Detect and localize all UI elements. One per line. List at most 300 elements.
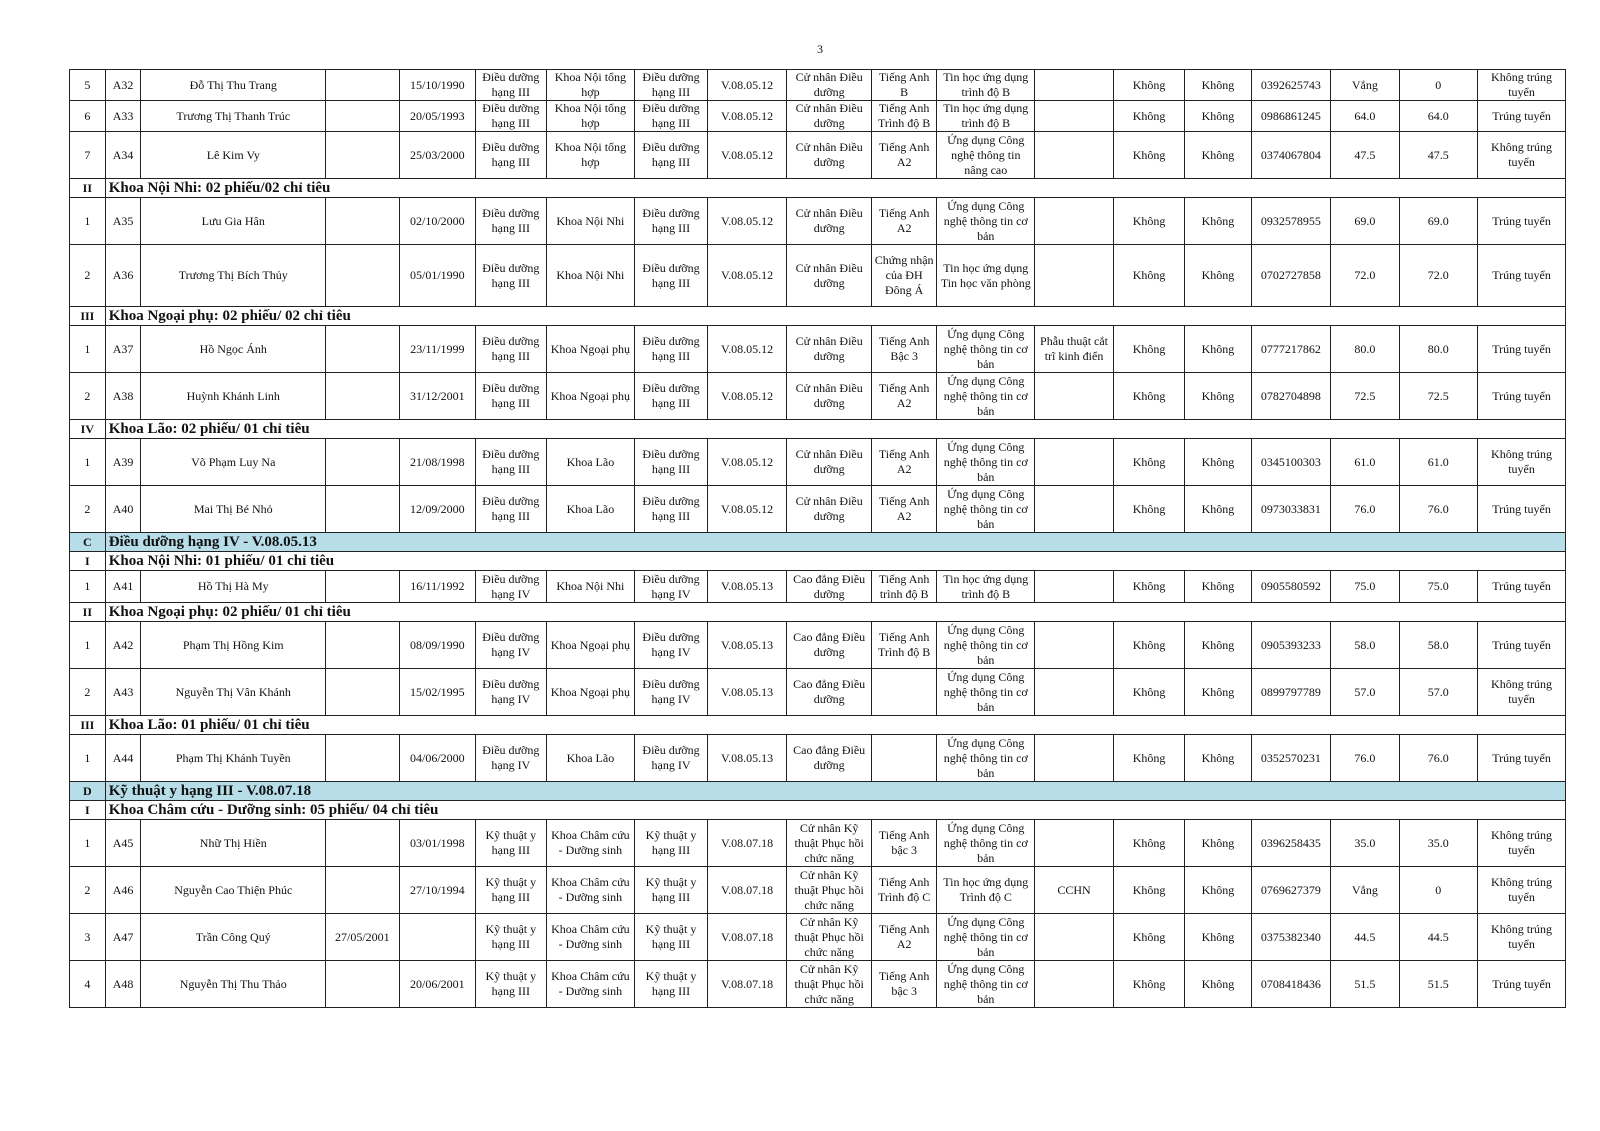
section-title: Kỹ thuật y hạng III - V.08.07.18 [105,782,1565,801]
section-number: C [70,533,106,552]
cell-ma-hang: V.08.05.12 [707,101,787,132]
section-header-row [70,307,1566,326]
cell-ma-hang: V.08.05.12 [707,245,787,307]
cell-ma: A45 [105,820,141,867]
cell-tin-hoc: Ứng dụng Công nghệ thông tin cơ bản [937,820,1035,867]
cell-ho-ten: Hồ Thị Hà My [141,571,326,603]
cell-ma-hang: V.08.05.13 [707,622,787,669]
cell-tong-diem: 44.5 [1399,914,1478,961]
cell-vi-tri: Điều dưỡng hạng IV [476,571,546,603]
section-number: II [70,603,106,622]
section-title: Khoa Nội Nhi: 02 phiếu/02 chỉ tiêu [105,179,1565,198]
cell-tong-diem: 80.0 [1399,326,1478,373]
cell-vi-tri: Điều dưỡng hạng IV [476,622,546,669]
cell-ngay-sinh-nam [326,820,399,867]
table-row [70,669,1566,716]
cell-vi-tri: Kỹ thuật y hạng III [476,867,546,914]
cell-chuyen-mon: Cao đẳng Điều dưỡng [787,571,872,603]
cell-ngay-sinh-nam [326,326,399,373]
cell-chuyen-mon: Cử nhân Điều dưỡng [787,198,872,245]
cell-hang: Điều dưỡng hạng III [635,245,707,307]
cell-ho-ten: Lưu Gia Hân [141,198,326,245]
cell-uu-tien-1: Không [1113,735,1184,782]
cell-ho-ten: Phạm Thị Hồng Kim [141,622,326,669]
cell-ngay-sinh-nu: 03/01/1998 [399,820,476,867]
cell-ket-qua: Không trúng tuyển [1478,914,1566,961]
cell-dien-thoai: 0932578955 [1251,198,1331,245]
cell-khoa: Khoa Lão [546,439,635,486]
cell-tong-diem: 35.0 [1399,820,1478,867]
cell-uu-tien-1: Không [1113,867,1184,914]
section-header-row [70,552,1566,571]
cell-uu-tien-1: Không [1113,669,1184,716]
table-row [70,326,1566,373]
cell-khac [1035,571,1114,603]
cell-dien-thoai: 0899797789 [1251,669,1331,716]
cell-tin-hoc: Tin học ứng dụng Trình độ C [937,867,1035,914]
cell-ngay-sinh-nam [326,373,399,420]
table-row [70,735,1566,782]
cell-tong-diem: 58.0 [1399,622,1478,669]
cell-hang: Kỹ thuật y hạng III [635,914,707,961]
cell-ma-hang: V.08.07.18 [707,961,787,1008]
cell-ngay-sinh-nam [326,198,399,245]
cell-tin-hoc: Ứng dụng Công nghệ thông tin cơ bản [937,439,1035,486]
cell-tin-hoc: Ứng dụng Công nghệ thông tin nâng cao [937,132,1035,179]
cell-stt: 6 [70,101,106,132]
cell-dien-thoai: 0905580592 [1251,571,1331,603]
cell-ma-hang: V.08.05.12 [707,373,787,420]
cell-ngoai-ngu: Tiếng Anh A2 [872,914,937,961]
cell-stt: 1 [70,622,106,669]
cell-tong-diem: 76.0 [1399,486,1478,533]
cell-tin-hoc: Ứng dụng Công nghệ thông tin cơ bản [937,622,1035,669]
section-header-row [70,716,1566,735]
cell-ngoai-ngu: Tiếng Anh A2 [872,439,937,486]
cell-tong-diem: 51.5 [1399,961,1478,1008]
cell-stt: 1 [70,439,106,486]
cell-ket-qua: Không trúng tuyển [1478,820,1566,867]
table-row [70,245,1566,307]
cell-khoa: Khoa Nội Nhi [546,571,635,603]
cell-khoa: Khoa Lão [546,735,635,782]
cell-vi-tri: Kỹ thuật y hạng III [476,961,546,1008]
cell-chuyen-mon: Cử nhân Điều dưỡng [787,326,872,373]
cell-ngoai-ngu: Tiếng Anh B [872,70,937,101]
cell-ho-ten: Hồ Ngọc Ánh [141,326,326,373]
cell-ngoai-ngu: Tiếng Anh bậc 3 [872,820,937,867]
cell-ho-ten: Nguyễn Cao Thiện Phúc [141,867,326,914]
cell-ho-ten: Mai Thị Bé Nhỏ [141,486,326,533]
cell-ngoai-ngu: Tiếng Anh Bậc 3 [872,326,937,373]
cell-ngay-sinh-nu: 04/06/2000 [399,735,476,782]
cell-ket-qua: Không trúng tuyển [1478,70,1566,101]
cell-tin-hoc: Ứng dụng Công nghệ thông tin cơ bản [937,198,1035,245]
cell-khac [1035,439,1114,486]
cell-vi-tri: Điều dưỡng hạng III [476,132,546,179]
cell-ma: A38 [105,373,141,420]
cell-ngoai-ngu: Tiếng Anh A2 [872,132,937,179]
cell-ma-hang: V.08.05.12 [707,198,787,245]
cell-ket-qua: Trúng tuyển [1478,373,1566,420]
cell-uu-tien-2: Không [1185,70,1251,101]
cell-khoa: Khoa Nội Nhi [546,245,635,307]
cell-uu-tien-1: Không [1113,198,1184,245]
cell-ho-ten: Nguyễn Thị Thu Thảo [141,961,326,1008]
cell-ket-qua: Trúng tuyển [1478,735,1566,782]
cell-chuyen-mon: Cử nhân Kỹ thuật Phục hồi chức năng [787,961,872,1008]
cell-khoa: Khoa Ngoại phụ [546,669,635,716]
cell-diem: 75.0 [1331,571,1399,603]
cell-chuyen-mon: Cử nhân Kỹ thuật Phục hồi chức năng [787,914,872,961]
cell-ma: A34 [105,132,141,179]
cell-vi-tri: Điều dưỡng hạng III [476,245,546,307]
cell-ma-hang: V.08.05.13 [707,735,787,782]
cell-ngoai-ngu: Tiếng Anh A2 [872,486,937,533]
cell-hang: Điều dưỡng hạng IV [635,735,707,782]
cell-dien-thoai: 0374067804 [1251,132,1331,179]
cell-ho-ten: Lê Kim Vy [141,132,326,179]
cell-vi-tri: Điều dưỡng hạng IV [476,735,546,782]
category-header-row [70,533,1566,552]
cell-ket-qua: Trúng tuyển [1478,326,1566,373]
cell-stt: 1 [70,571,106,603]
section-header-row [70,801,1566,820]
cell-diem: 47.5 [1331,132,1399,179]
cell-hang: Điều dưỡng hạng III [635,198,707,245]
cell-ket-qua: Không trúng tuyển [1478,867,1566,914]
cell-chuyen-mon: Cử nhân Điều dưỡng [787,373,872,420]
cell-khoa: Khoa Châm cứu - Dưỡng sinh [546,867,635,914]
section-title: Khoa Châm cứu - Dưỡng sinh: 05 phiếu/ 04 chỉ tiêu [105,801,1565,820]
cell-dien-thoai: 0375382340 [1251,914,1331,961]
cell-ngay-sinh-nu: 05/01/1990 [399,245,476,307]
cell-tong-diem: 47.5 [1399,132,1478,179]
cell-khoa: Khoa Nội Nhi [546,198,635,245]
cell-chuyen-mon: Cao đẳng Điều dưỡng [787,622,872,669]
cell-ket-qua: Không trúng tuyển [1478,132,1566,179]
cell-hang: Điều dưỡng hạng III [635,326,707,373]
table-row [70,622,1566,669]
cell-tong-diem: 61.0 [1399,439,1478,486]
section-header-row [70,603,1566,622]
cell-ngay-sinh-nam: 27/05/2001 [326,914,399,961]
cell-hang: Điều dưỡng hạng IV [635,669,707,716]
cell-dien-thoai: 0973033831 [1251,486,1331,533]
cell-ngay-sinh-nu: 31/12/2001 [399,373,476,420]
cell-uu-tien-1: Không [1113,486,1184,533]
cell-uu-tien-1: Không [1113,571,1184,603]
cell-dien-thoai: 0708418436 [1251,961,1331,1008]
cell-ma: A48 [105,961,141,1008]
cell-stt: 1 [70,198,106,245]
cell-ngay-sinh-nu: 08/09/1990 [399,622,476,669]
cell-khoa: Khoa Châm cứu - Dưỡng sinh [546,914,635,961]
cell-hang: Điều dưỡng hạng III [635,70,707,101]
cell-chuyen-mon: Cử nhân Điều dưỡng [787,439,872,486]
section-number: III [70,307,106,326]
table-row [70,70,1566,101]
cell-khoa: Khoa Nội tổng hợp [546,101,635,132]
cell-chuyen-mon: Cử nhân Điều dưỡng [787,132,872,179]
cell-ngay-sinh-nam [326,70,399,101]
cell-stt: 2 [70,486,106,533]
cell-hang: Điều dưỡng hạng III [635,486,707,533]
cell-stt: 4 [70,961,106,1008]
cell-stt: 3 [70,914,106,961]
cell-vi-tri: Điều dưỡng hạng III [476,198,546,245]
cell-ngoai-ngu: Tiếng Anh trình độ B [872,571,937,603]
cell-uu-tien-1: Không [1113,622,1184,669]
cell-ma-hang: V.08.05.12 [707,486,787,533]
cell-ket-qua: Trúng tuyển [1478,571,1566,603]
cell-dien-thoai: 0769627379 [1251,867,1331,914]
cell-ngoai-ngu: Tiếng Anh A2 [872,198,937,245]
cell-khac: CCHN [1035,867,1114,914]
cell-ma-hang: V.08.05.12 [707,326,787,373]
section-number: III [70,716,106,735]
cell-stt: 1 [70,735,106,782]
cell-ngay-sinh-nam [326,132,399,179]
cell-ma: A33 [105,101,141,132]
cell-tong-diem: 57.0 [1399,669,1478,716]
cell-tin-hoc: Ứng dụng Công nghệ thông tin cơ bản [937,373,1035,420]
cell-ngoai-ngu [872,735,937,782]
cell-ngay-sinh-nu [399,914,476,961]
cell-khac: Phẫu thuật cắt trĩ kinh điển [1035,326,1114,373]
cell-ho-ten: Huỳnh Khánh Linh [141,373,326,420]
cell-khac [1035,735,1114,782]
cell-ho-ten: Võ Phạm Luy Na [141,439,326,486]
cell-khoa: Khoa Ngoại phụ [546,622,635,669]
cell-ma: A46 [105,867,141,914]
cell-ket-qua: Trúng tuyển [1478,101,1566,132]
cell-hang: Điều dưỡng hạng IV [635,622,707,669]
table-row [70,914,1566,961]
cell-ngoai-ngu [872,669,937,716]
cell-stt: 2 [70,867,106,914]
cell-tong-diem: 75.0 [1399,571,1478,603]
cell-ngay-sinh-nam [326,735,399,782]
cell-ma: A43 [105,669,141,716]
section-title: Điều dưỡng hạng IV - V.08.05.13 [105,533,1565,552]
cell-khoa: Khoa Lão [546,486,635,533]
cell-ngay-sinh-nu: 21/08/1998 [399,439,476,486]
cell-diem: 76.0 [1331,486,1399,533]
cell-khoa: Khoa Châm cứu - Dưỡng sinh [546,961,635,1008]
section-title: Khoa Ngoại phụ: 02 phiếu/ 01 chỉ tiêu [105,603,1565,622]
cell-chuyen-mon: Cử nhân Điều dưỡng [787,70,872,101]
cell-tong-diem: 64.0 [1399,101,1478,132]
cell-dien-thoai: 0777217862 [1251,326,1331,373]
cell-ma-hang: V.08.07.18 [707,867,787,914]
cell-dien-thoai: 0396258435 [1251,820,1331,867]
cell-uu-tien-1: Không [1113,245,1184,307]
cell-stt: 2 [70,245,106,307]
cell-ket-qua: Trúng tuyển [1478,961,1566,1008]
cell-uu-tien-1: Không [1113,70,1184,101]
cell-vi-tri: Điều dưỡng hạng III [476,326,546,373]
cell-stt: 5 [70,70,106,101]
cell-uu-tien-2: Không [1185,735,1251,782]
cell-uu-tien-2: Không [1185,373,1251,420]
cell-hang: Điều dưỡng hạng IV [635,571,707,603]
cell-uu-tien-2: Không [1185,820,1251,867]
table-row [70,198,1566,245]
table-row [70,132,1566,179]
cell-stt: 2 [70,669,106,716]
cell-ma: A44 [105,735,141,782]
cell-chuyen-mon: Cử nhân Điều dưỡng [787,245,872,307]
cell-chuyen-mon: Cử nhân Điều dưỡng [787,486,872,533]
table-row [70,867,1566,914]
cell-dien-thoai: 0905393233 [1251,622,1331,669]
cell-ngay-sinh-nam [326,571,399,603]
cell-chuyen-mon: Cao đẳng Điều dưỡng [787,669,872,716]
cell-ma: A35 [105,198,141,245]
cell-ngay-sinh-nam [326,101,399,132]
cell-khac [1035,245,1114,307]
cell-tong-diem: 76.0 [1399,735,1478,782]
cell-dien-thoai: 0352570231 [1251,735,1331,782]
cell-khac [1035,132,1114,179]
cell-uu-tien-2: Không [1185,132,1251,179]
table-row [70,820,1566,867]
cell-khac [1035,914,1114,961]
cell-dien-thoai: 0782704898 [1251,373,1331,420]
cell-ngoai-ngu: Tiếng Anh Trình độ B [872,622,937,669]
cell-diem: Vắng [1331,867,1399,914]
cell-ngay-sinh-nam [326,486,399,533]
cell-ket-qua: Trúng tuyển [1478,198,1566,245]
cell-vi-tri: Kỹ thuật y hạng III [476,820,546,867]
cell-uu-tien-1: Không [1113,326,1184,373]
cell-ma-hang: V.08.05.13 [707,571,787,603]
cell-diem: Vắng [1331,70,1399,101]
cell-khac [1035,622,1114,669]
cell-stt: 2 [70,373,106,420]
cell-ngoai-ngu: Tiếng Anh A2 [872,373,937,420]
cell-diem: 44.5 [1331,914,1399,961]
cell-diem: 72.0 [1331,245,1399,307]
category-header-row [70,782,1566,801]
cell-ma-hang: V.08.05.12 [707,132,787,179]
cell-tin-hoc: Ứng dụng Công nghệ thông tin cơ bản [937,735,1035,782]
cell-uu-tien-2: Không [1185,439,1251,486]
cell-dien-thoai: 0986861245 [1251,101,1331,132]
cell-ngay-sinh-nu: 20/05/1993 [399,101,476,132]
cell-tin-hoc: Ứng dụng Công nghệ thông tin cơ bản [937,914,1035,961]
cell-uu-tien-2: Không [1185,669,1251,716]
cell-tong-diem: 69.0 [1399,198,1478,245]
cell-diem: 80.0 [1331,326,1399,373]
cell-tin-hoc: Ứng dụng Công nghệ thông tin cơ bản [937,961,1035,1008]
cell-uu-tien-2: Không [1185,622,1251,669]
cell-ma: A37 [105,326,141,373]
section-number: D [70,782,106,801]
cell-ngay-sinh-nu: 25/03/2000 [399,132,476,179]
cell-ket-qua: Không trúng tuyển [1478,439,1566,486]
table-row [70,439,1566,486]
cell-ho-ten: Nhữ Thị Hiền [141,820,326,867]
table-row [70,486,1566,533]
section-title: Khoa Lão: 02 phiếu/ 01 chỉ tiêu [105,420,1565,439]
table-row [70,961,1566,1008]
cell-ma-hang: V.08.07.18 [707,914,787,961]
cell-ngay-sinh-nu: 16/11/1992 [399,571,476,603]
cell-hang: Kỹ thuật y hạng III [635,867,707,914]
table-row [70,571,1566,603]
section-header-row [70,420,1566,439]
cell-ngay-sinh-nam [326,622,399,669]
cell-khac [1035,669,1114,716]
cell-hang: Điều dưỡng hạng III [635,132,707,179]
page-number: 3 [817,42,823,56]
cell-tong-diem: 72.5 [1399,373,1478,420]
cell-stt: 7 [70,132,106,179]
cell-ket-qua: Trúng tuyển [1478,486,1566,533]
cell-khoa: Khoa Nội tổng hợp [546,70,635,101]
cell-uu-tien-2: Không [1185,914,1251,961]
cell-uu-tien-2: Không [1185,571,1251,603]
cell-ngay-sinh-nam [326,669,399,716]
cell-stt: 1 [70,326,106,373]
cell-uu-tien-1: Không [1113,914,1184,961]
cell-diem: 58.0 [1331,622,1399,669]
cell-ma-hang: V.08.05.12 [707,70,787,101]
section-number: I [70,552,106,571]
cell-tin-hoc: Tin học ứng dụng trình độ B [937,70,1035,101]
cell-tong-diem: 0 [1399,867,1478,914]
table-row [70,373,1566,420]
cell-ket-qua: Trúng tuyển [1478,622,1566,669]
cell-tin-hoc: Tin học ứng dụng trình độ B [937,101,1035,132]
cell-diem: 35.0 [1331,820,1399,867]
cell-chuyen-mon: Cao đẳng Điều dưỡng [787,735,872,782]
cell-ngay-sinh-nam [326,961,399,1008]
cell-uu-tien-2: Không [1185,245,1251,307]
section-number: II [70,179,106,198]
cell-hang: Điều dưỡng hạng III [635,101,707,132]
cell-ma-hang: V.08.05.13 [707,669,787,716]
cell-ngay-sinh-nu: 02/10/2000 [399,198,476,245]
section-title: Khoa Ngoại phụ: 02 phiếu/ 02 chỉ tiêu [105,307,1565,326]
cell-tin-hoc: Ứng dụng Công nghệ thông tin cơ bản [937,486,1035,533]
cell-dien-thoai: 0702727858 [1251,245,1331,307]
table-row [70,101,1566,132]
section-number: I [70,801,106,820]
cell-uu-tien-2: Không [1185,867,1251,914]
cell-khoa: Khoa Ngoại phụ [546,326,635,373]
cell-vi-tri: Điều dưỡng hạng III [476,70,546,101]
cell-ho-ten: Phạm Thị Khánh Tuyền [141,735,326,782]
cell-ho-ten: Đỗ Thị Thu Trang [141,70,326,101]
cell-ngay-sinh-nu: 15/02/1995 [399,669,476,716]
cell-diem: 57.0 [1331,669,1399,716]
cell-ngoai-ngu: Tiếng Anh Trình độ B [872,101,937,132]
cell-diem: 76.0 [1331,735,1399,782]
results-table-body [70,70,1566,1008]
cell-ket-qua: Trúng tuyển [1478,245,1566,307]
cell-hang: Kỹ thuật y hạng III [635,961,707,1008]
cell-ma: A36 [105,245,141,307]
cell-ma: A42 [105,622,141,669]
cell-dien-thoai: 0345100303 [1251,439,1331,486]
cell-ngay-sinh-nu: 27/10/1994 [399,867,476,914]
cell-hang: Điều dưỡng hạng III [635,373,707,420]
cell-ngoai-ngu: Chứng nhận của ĐH Đông Á [872,245,937,307]
cell-ma: A32 [105,70,141,101]
